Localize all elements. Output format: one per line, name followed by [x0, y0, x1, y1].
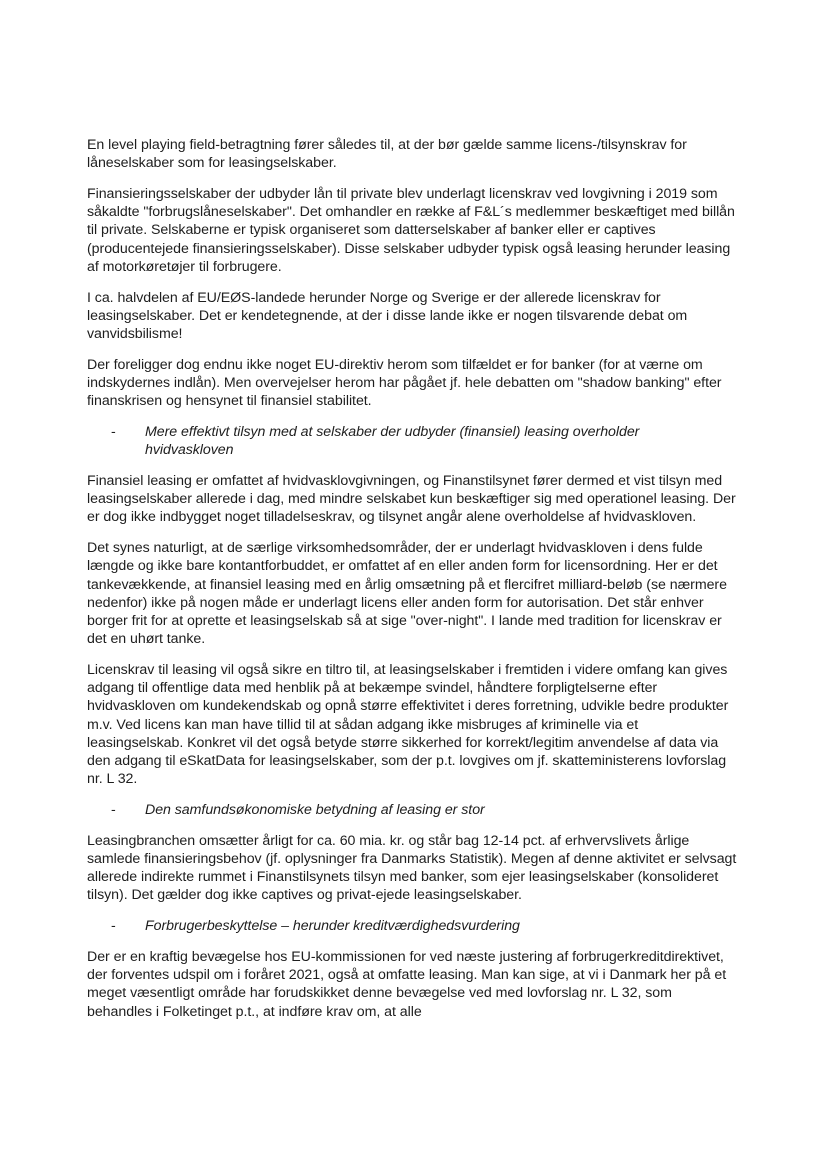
- bullet-item-samfundsokonomi: [87, 801, 737, 819]
- bullet-heading: Den samfundsøkonomiske betydning af leasing er stor: [145, 802, 485, 819]
- document-body: [87, 136, 737, 1033]
- bullet-item-forbrugerbeskyttelse: [87, 917, 737, 935]
- paragraph-licenskrav-data: Licenskrav til leasing vil også sikre en tiltro til, at leasingselskaber i fremtiden i videre omfang kan gives adgang til offentlige data med henblik på at bekæmpe svindel, håndtere forpligtelserne efter hvidvaskloven om kundekendskab og opnå større effektivitet i deres forretning, udvikle bedre produkter m.v. Ved licens kan man have tillid til at sådan adgang ikke misbruges af kriminelle via et leasingselskab. Konkret vil det også betyde større sikkerhed for korrekt/legitim anvendelse af data via den adgang til eSkatData for leasingselskaber, som der p.t. lovgives om jf. skatteministerens lovforslag nr. L 32.: [87, 662, 729, 788]
- bullet-heading: Forbrugerbeskyttelse – herunder kreditværdighedsvurdering: [145, 918, 520, 935]
- paragraph-eu-kommissionen: Der er en kraftig bevægelse hos EU-kommissionen for ved næste justering af forbrugerkreditdirektivet, der forventes udspil om i foråret 2021, også at omfatte leasing. Man kan sige, at vi i Danmark her på et meget væsentligt område har forudskikket denne bevægelse ved med lovforslag nr. L 32, som behandles i Folketinget p.t., at indføre krav om, at alle: [87, 949, 727, 1020]
- bullet-item-tilsyn: [87, 423, 737, 459]
- paragraph-eu-direktiv: Der foreligger dog endnu ikke noget EU-direktiv herom som tilfældet er for banker (for at værne om indskydernes indlån). Men overvejelser herom har pågået jf. hele debatten om "shadow banking" efter finanskrisen og hensynet til finansiel stabilitet.: [87, 356, 722, 410]
- paragraph-level-playing-field: En level playing field-betragtning fører således til, at der bør gælde samme licens-/tilsynskrav for låneselskaber som for leasingselskaber.: [87, 137, 687, 172]
- paragraph-finansiel-leasing: Finansiel leasing er omfattet af hvidvasklovgivningen, og Finanstilsynet fører dermed et vist tilsyn med leasingselskaber allerede i dag, med mindre selskabet kun beskæftiger sig med operationel leasing. Der er dog ikke indbygget noget tilladelseskrav, og tilsynet angår alene overholdelse af hvidvaskloven.: [87, 473, 736, 526]
- paragraph-finansieringsselskaber: Finansieringsselskaber der udbyder lån til private blev underlagt licenskrav ved lovgivning i 2019 som såkaldte "forbrugslåneselskaber". Det omhandler en række af F&L´s medlemmer beskæftiget med billån til private. Selskaberne er typisk organiseret som datterselskaber af banker eller er captives (producentejede finansieringsselskaber). Disse selskaber udbyder typisk også leasing herunder leasing af motorkøretøjer til forbrugere.: [87, 186, 735, 275]
- paragraph-licensordning: Det synes naturligt, at de særlige virksomhedsområder, der er underlagt hvidvaskloven i dens fulde længde og ikke bare kontantforbuddet, er omfattet af en eller anden form for licensordning. Her er det tankevækkende, at finansiel leasing med en årlig omsætning på et flercifret milliard-beløb (se nærmere nedenfor) ikke på nogen måde er underlagt licens eller anden form for autorisation. Det står enhver borger frit for at oprette et leasingselskab så at sige "over-night". I lande med tradition for licenskrav er det en uhørt tanke.: [87, 540, 727, 648]
- paragraph-eu-eos-landene: I ca. halvdelen af EU/EØS-landede herunder Norge og Sverige er der allerede licenskrav for leasingselskaber. Det er kendetegnende, at der i disse lande ikke er nogen tilsvarende debat om vanvidsbilisme!: [87, 289, 688, 343]
- bullet-heading: Mere effektivt tilsyn med at selskaber der udbyder (finansiel) leasing overholder hvidvaskloven: [145, 424, 640, 459]
- bullet-marker: -: [111, 802, 116, 819]
- bullet-marker: -: [111, 918, 116, 935]
- bullet-marker: -: [111, 424, 116, 441]
- paragraph-leasingbranchen: Leasingbranchen omsætter årligt for ca. 60 mia. kr. og står bag 12-14 pct. af erhvervslivets årlige samlede finansieringsbehov (jf. oplysninger fra Danmarks Statistik). Megen af denne aktivitet er selvsagt allerede indirekte rummet i Finanstilsynets tilsyn med banker, som ejer leasingselskaber (konsolideret tilsyn). Det gælder dog ikke captives og privat-ejede leasingselskaber.: [87, 832, 737, 904]
